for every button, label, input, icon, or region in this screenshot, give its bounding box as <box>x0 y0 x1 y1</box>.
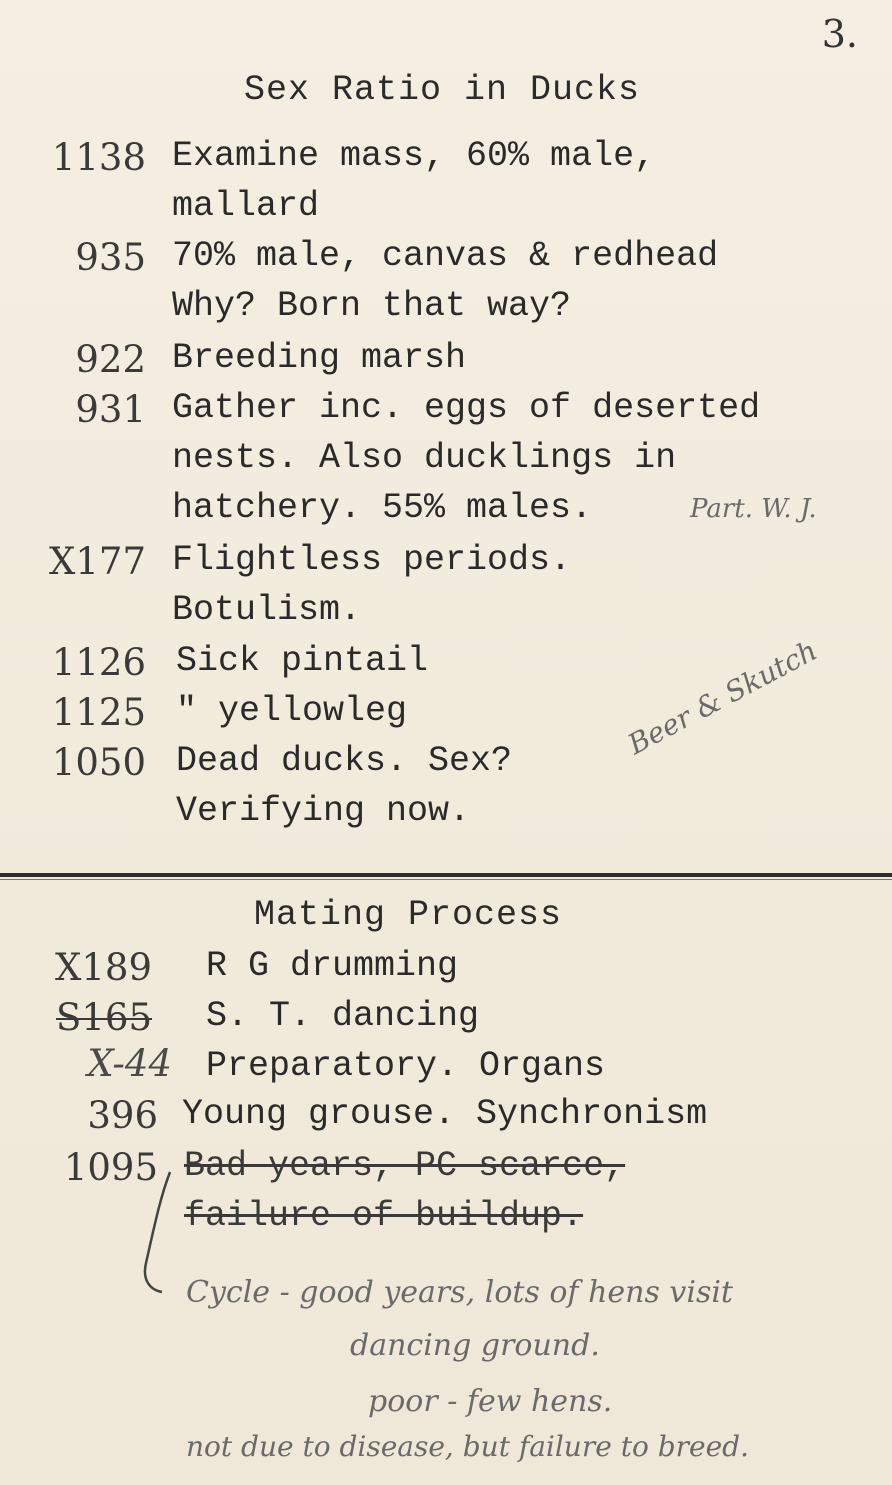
handwritten-note: Part. W. J. <box>690 494 817 524</box>
section-title-sex-ratio: Sex Ratio in Ducks <box>244 70 641 110</box>
handwritten-line: dancing ground. <box>350 1328 600 1363</box>
entry-text: " yellowleg <box>176 691 408 731</box>
entry-number: 931 <box>75 388 146 431</box>
entry-text: 70% male, canvas & redhead <box>172 236 719 276</box>
entry-number: 1125 <box>51 691 146 734</box>
handwritten-side-note: Beer & Skutch <box>622 633 823 761</box>
entry-text: Gather inc. eggs of deserted <box>172 388 761 428</box>
entry-text: Breeding marsh <box>172 338 467 378</box>
entry-text: Botulism. <box>172 590 362 630</box>
entry-text-struck: failure of buildup. <box>184 1196 584 1236</box>
section-divider-thin <box>0 879 892 880</box>
entry-text: S. T. dancing <box>206 996 480 1036</box>
entry-number-handwritten: X-44 <box>87 1042 172 1085</box>
entry-text: nests. Also ducklings in <box>172 438 677 478</box>
entry-number: X189 <box>55 946 152 989</box>
handwritten-line: Cycle - good years, lots of hens visit <box>186 1275 733 1310</box>
entry-text: Examine mass, 60% male, <box>172 136 656 176</box>
entry-number-struck: S165 <box>56 996 152 1039</box>
entry-text: Sick pintail <box>176 641 429 681</box>
handwritten-line: not due to disease, but failure to breed. <box>186 1430 749 1463</box>
entry-number: X177 <box>49 540 146 583</box>
handwritten-bracket <box>132 1168 182 1298</box>
page-number: 3. <box>821 12 858 56</box>
entry-text-struck: Bad years, PC scarce, <box>184 1146 626 1186</box>
entry-text: Dead ducks. Sex? <box>176 741 513 781</box>
entry-number: 1050 <box>51 741 146 784</box>
entry-text: R G drumming <box>206 946 459 986</box>
entry-number: 922 <box>75 338 146 381</box>
entry-text: Young grouse. Synchronism <box>182 1094 708 1134</box>
entry-text: hatchery. 55% males. <box>172 488 593 528</box>
entry-number: 935 <box>75 236 146 279</box>
section-title-mating-process: Mating Process <box>254 895 563 935</box>
entry-number: 1138 <box>51 136 146 179</box>
entry-number: 1095 <box>63 1146 158 1189</box>
entry-text: Flightless periods. <box>172 540 572 580</box>
entry-text: Why? Born that way? <box>172 286 572 326</box>
section-divider <box>0 873 892 877</box>
entry-text: mallard <box>172 186 320 226</box>
entry-text: Verifying now. <box>176 791 471 831</box>
entry-number: 396 <box>87 1094 158 1137</box>
entry-number: 1126 <box>51 641 146 684</box>
handwritten-line: poor - few hens. <box>368 1384 613 1419</box>
entry-text: Preparatory. Organs <box>206 1046 606 1086</box>
